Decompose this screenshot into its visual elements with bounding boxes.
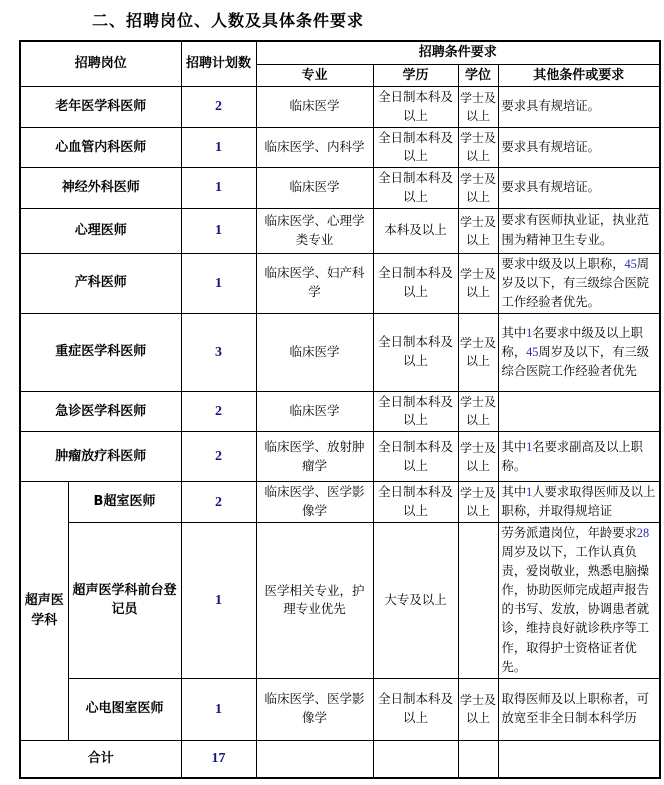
header-plan-count: 招聘计划数 xyxy=(181,41,256,87)
position-cell: 超声医学科前台登记员 xyxy=(68,523,181,678)
table-row xyxy=(20,253,660,313)
header-major: 专业 xyxy=(256,64,373,87)
position-cell: 急诊医学科医师 xyxy=(20,391,181,432)
other-requirements-cell: 要求中级及以上职称，45周岁及以下，有三级综合医院工作经验者优先。 xyxy=(498,253,660,313)
other-requirements-cell: 其中1名要求副高及以上职称。 xyxy=(498,432,660,482)
plan-count-cell: 3 xyxy=(181,313,256,391)
education-cell: 全日制本科及以上 xyxy=(373,432,458,482)
header-position: 招聘岗位 xyxy=(20,41,181,87)
degree-cell: 学士及以上 xyxy=(458,482,498,523)
major-cell: 临床医学、医学影像学 xyxy=(256,482,373,523)
plan-count-cell: 1 xyxy=(181,208,256,253)
degree-cell: 学士及以上 xyxy=(458,87,498,128)
degree-cell: 学士及以上 xyxy=(458,678,498,740)
plan-count-cell: 2 xyxy=(181,391,256,432)
table-row xyxy=(20,313,660,391)
education-cell: 本科及以上 xyxy=(373,208,458,253)
degree-cell: 学士及以上 xyxy=(458,168,498,209)
position-cell: 肿瘤放疗科医师 xyxy=(20,432,181,482)
education-cell: 全日制本科及以上 xyxy=(373,168,458,209)
table-row xyxy=(20,432,660,482)
major-cell: 临床医学、放射肿瘤学 xyxy=(256,432,373,482)
major-cell: 临床医学、医学影像学 xyxy=(256,678,373,740)
plan-count-cell: 2 xyxy=(181,87,256,128)
major-cell: 临床医学 xyxy=(256,391,373,432)
page-title: 二、招聘岗位、人数及具体条件要求 xyxy=(92,11,365,30)
position-cell: 老年医学科医师 xyxy=(20,87,181,128)
degree-cell: 学士及以上 xyxy=(458,313,498,391)
education-cell: 全日制本科及以上 xyxy=(373,678,458,740)
position-cell: 心电图室医师 xyxy=(68,678,181,740)
position-cell: B超室医师 xyxy=(68,482,181,523)
table-row xyxy=(20,391,660,432)
table-row xyxy=(20,168,660,209)
total-row xyxy=(20,740,660,778)
header-other: 其他条件或要求 xyxy=(498,64,660,87)
other-requirements-cell: 其中1人要求取得医师及以上职称，并取得规培证 xyxy=(498,482,660,523)
education-cell: 大专及以上 xyxy=(373,523,458,678)
plan-count-cell: 1 xyxy=(181,253,256,313)
education-cell: 全日制本科及以上 xyxy=(373,313,458,391)
degree-cell: 学士及以上 xyxy=(458,253,498,313)
education-cell: 全日制本科及以上 xyxy=(373,87,458,128)
table-row xyxy=(20,678,660,740)
position-cell: 产科医师 xyxy=(20,253,181,313)
header-degree: 学位 xyxy=(458,64,498,87)
position-cell: 心理医师 xyxy=(20,208,181,253)
other-requirements-cell: 取得医师及以上职称者，可放宽至非全日制本科学历 xyxy=(498,678,660,740)
plan-count-cell: 1 xyxy=(181,678,256,740)
degree-cell: 学士及以上 xyxy=(458,208,498,253)
major-cell: 临床医学、心理学类专业 xyxy=(256,208,373,253)
education-cell: 全日制本科及以上 xyxy=(373,127,458,168)
degree-cell: 学士及以上 xyxy=(458,391,498,432)
empty-cell xyxy=(256,740,373,778)
group-cell-ultrasound: 超声医学科 xyxy=(20,482,68,740)
other-requirements-cell: 要求有医师执业证，执业范围为精神卫生专业。 xyxy=(498,208,660,253)
table-row xyxy=(20,87,660,128)
other-requirements-cell: 要求具有规培证。 xyxy=(498,168,660,209)
header-education: 学历 xyxy=(373,64,458,87)
education-cell: 全日制本科及以上 xyxy=(373,253,458,313)
other-requirements-cell: 要求具有规培证。 xyxy=(498,87,660,128)
other-requirements-cell: 要求具有规培证。 xyxy=(498,127,660,168)
plan-count-cell: 2 xyxy=(181,432,256,482)
empty-cell xyxy=(458,740,498,778)
degree-cell: 学士及以上 xyxy=(458,432,498,482)
plan-count-cell: 1 xyxy=(181,127,256,168)
degree-cell xyxy=(458,523,498,678)
major-cell: 临床医学、内科学 xyxy=(256,127,373,168)
table-row xyxy=(20,208,660,253)
other-requirements-cell: 劳务派遣岗位，年龄要求28周岁及以下，工作认真负责，爱岗敬业，熟悉电脑操作，协助医师完成超声报告的书写、发放，协调患者就诊，维持良好就诊秩序等工作，取得护士资格证者优先。 xyxy=(498,523,660,678)
major-cell: 临床医学 xyxy=(256,168,373,209)
other-requirements-cell xyxy=(498,391,660,432)
major-cell: 临床医学 xyxy=(256,313,373,391)
other-requirements-cell: 其中1名要求中级及以上职称，45周岁及以下，有三级综合医院工作经验者优先 xyxy=(498,313,660,391)
education-cell: 全日制本科及以上 xyxy=(373,482,458,523)
major-cell: 临床医学、妇产科学 xyxy=(256,253,373,313)
table-row xyxy=(20,523,660,678)
major-cell: 医学相关专业，护理专业优先 xyxy=(256,523,373,678)
total-label-cell: 合计 xyxy=(20,740,181,778)
education-cell: 全日制本科及以上 xyxy=(373,391,458,432)
plan-count-cell: 1 xyxy=(181,523,256,678)
recruitment-table xyxy=(19,40,661,779)
degree-cell: 学士及以上 xyxy=(458,127,498,168)
plan-count-cell: 2 xyxy=(181,482,256,523)
position-cell: 神经外科医师 xyxy=(20,168,181,209)
empty-cell xyxy=(498,740,660,778)
empty-cell xyxy=(373,740,458,778)
plan-count-cell: 1 xyxy=(181,168,256,209)
position-cell: 心血管内科医师 xyxy=(20,127,181,168)
position-cell: 重症医学科医师 xyxy=(20,313,181,391)
table-row xyxy=(20,127,660,168)
header-requirements: 招聘条件要求 xyxy=(256,41,660,64)
major-cell: 临床医学 xyxy=(256,87,373,128)
total-value-cell: 17 xyxy=(181,740,256,778)
table-row xyxy=(20,482,660,523)
